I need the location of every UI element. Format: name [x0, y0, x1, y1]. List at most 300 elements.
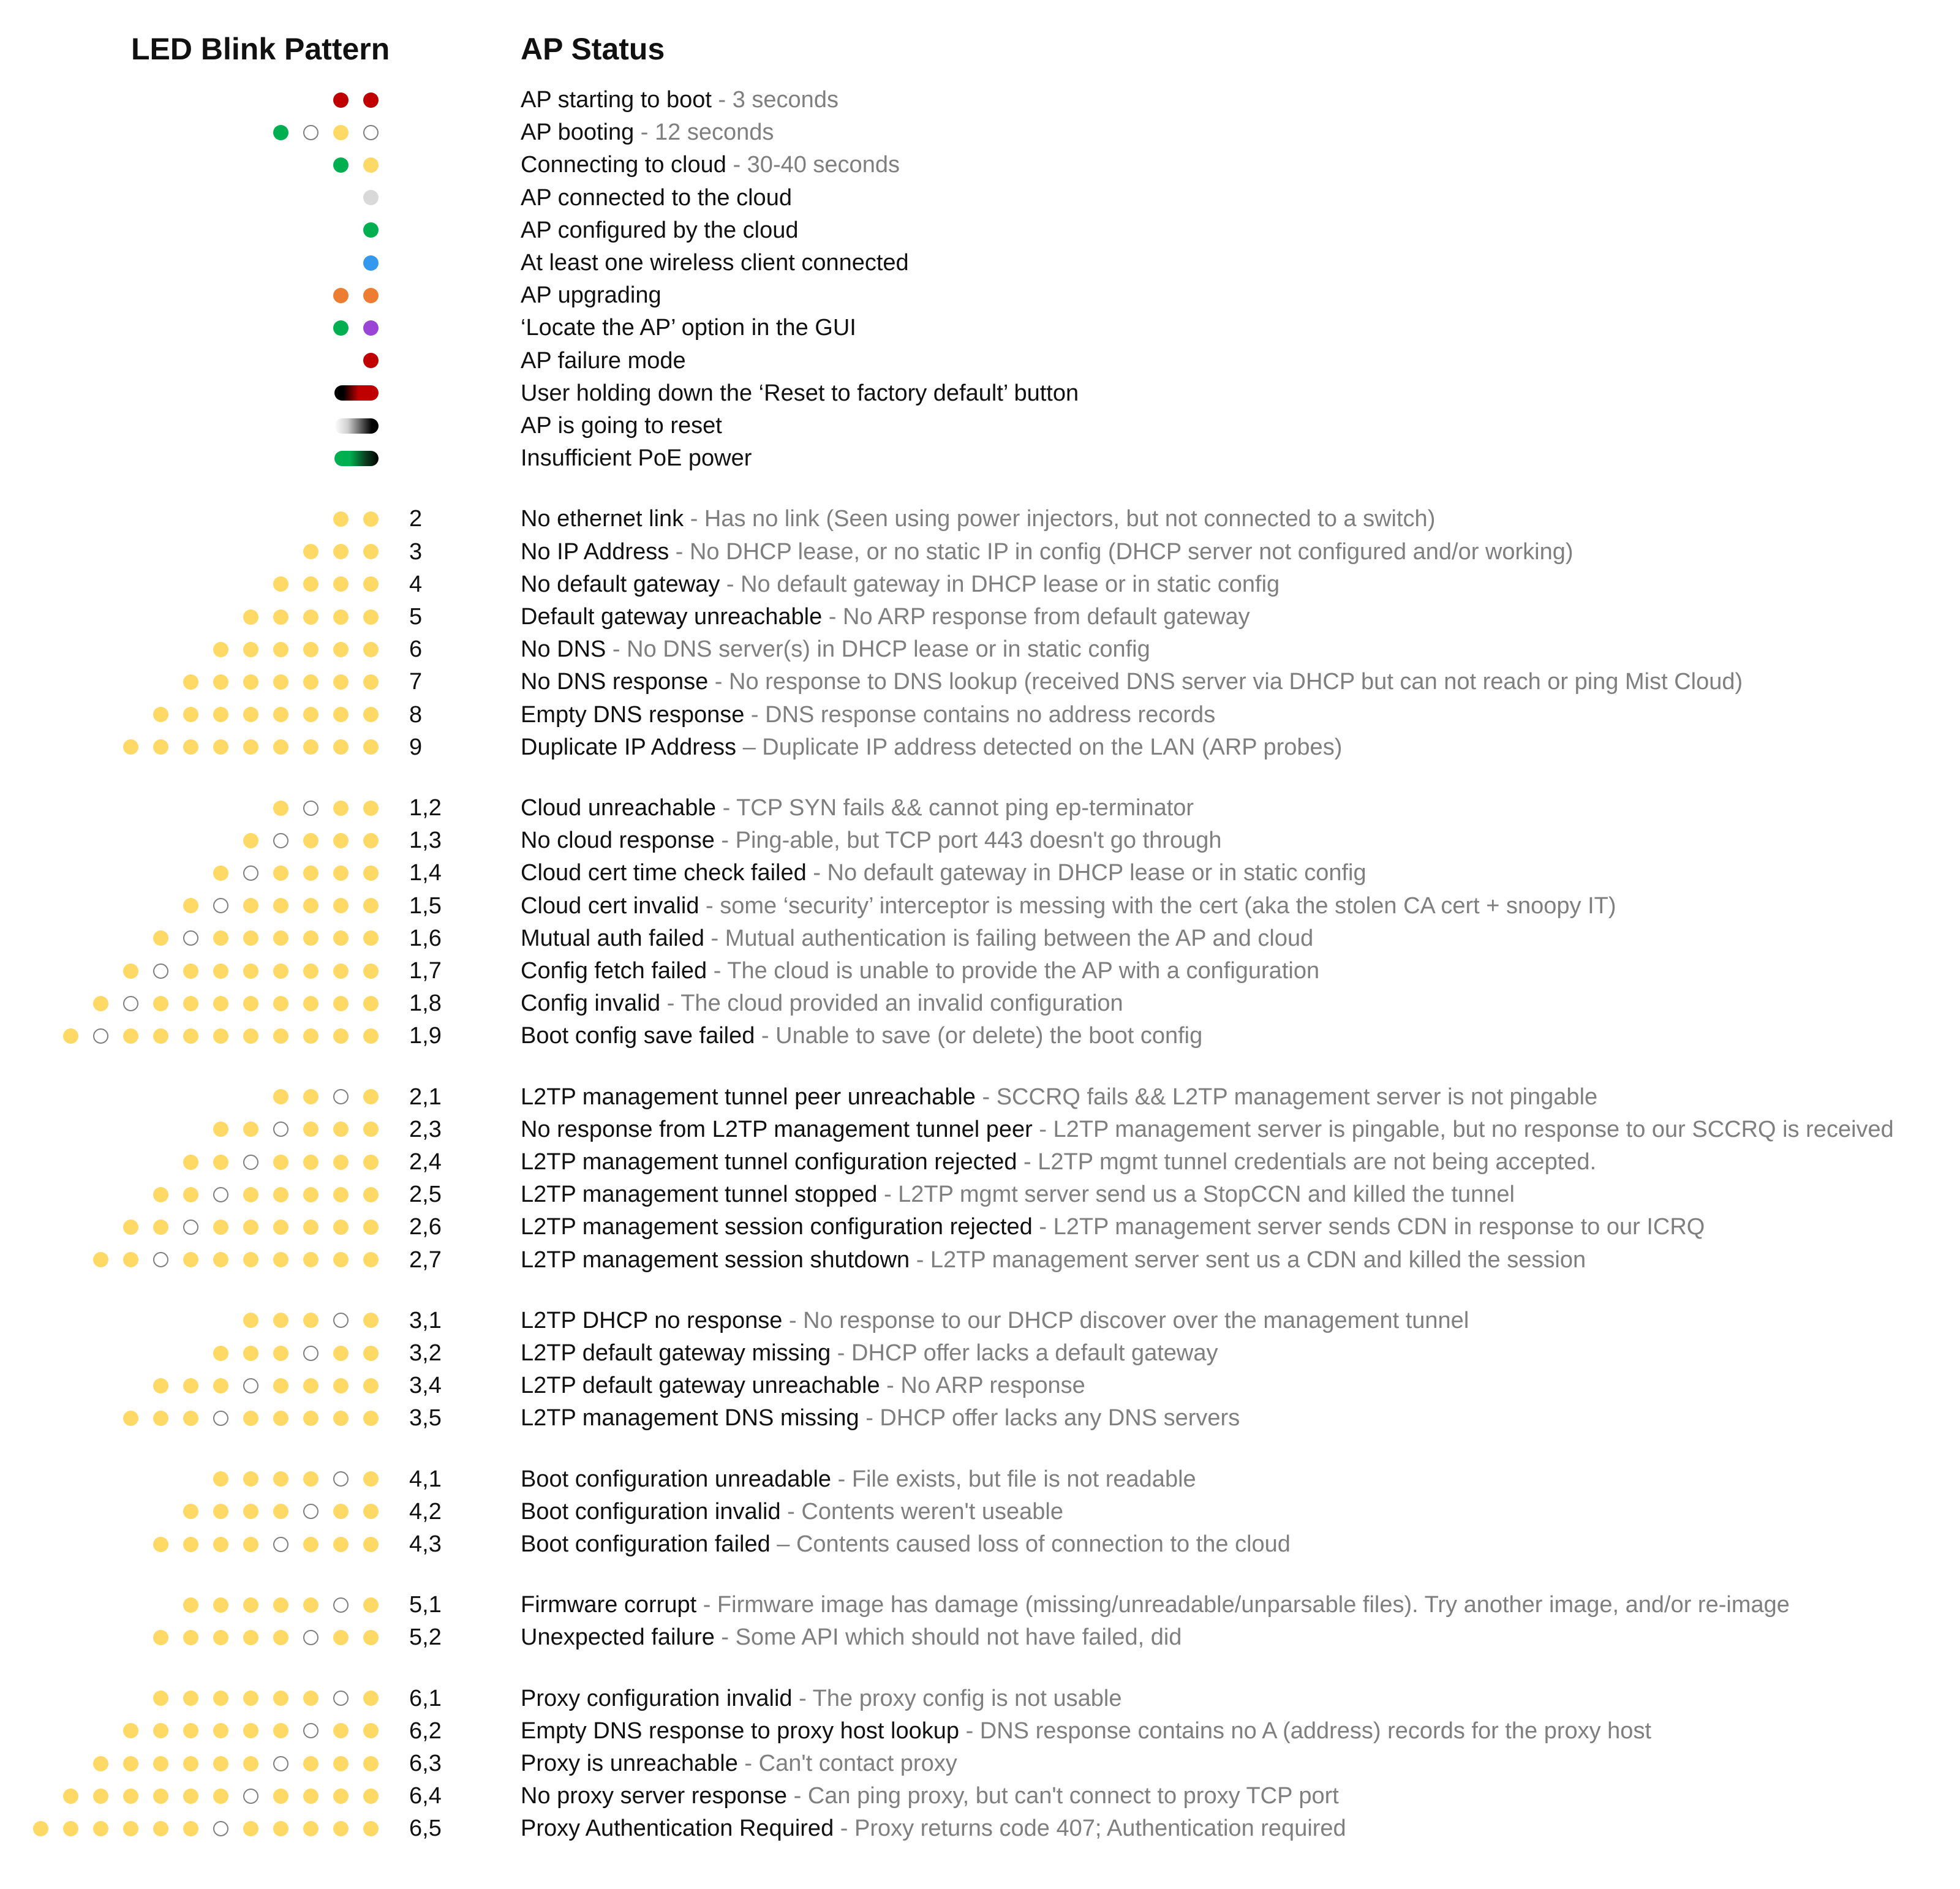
- led-yellow-icon: [333, 1187, 349, 1202]
- led-pattern: [138, 1369, 379, 1402]
- status-description: - some ‘security’ interceptor is messing with the cert (aka the stolen CA cert + snoopy IT): [699, 892, 1616, 919]
- led-yellow-icon: [153, 1723, 168, 1738]
- blink-code: 6: [409, 636, 423, 663]
- led-yellow-icon: [363, 1122, 379, 1137]
- led-hollow-icon: [363, 125, 379, 140]
- led-yellow-icon: [363, 1378, 379, 1393]
- led-yellow-icon: [243, 1504, 258, 1519]
- led-yellow-icon: [213, 1028, 228, 1044]
- status-label: Connecting to cloud: [521, 152, 726, 178]
- status-description: - No default gateway in DHCP lease or in static config: [720, 571, 1280, 597]
- status-text: [521, 1401, 1240, 1435]
- status-label: Empty DNS response: [521, 701, 745, 728]
- led-orange-icon: [363, 288, 379, 303]
- led-yellow-icon: [363, 1756, 379, 1771]
- led-yellow-icon: [123, 1411, 138, 1426]
- status-text: [521, 1243, 1586, 1276]
- led-yellow-icon: [153, 1537, 168, 1552]
- status-label: L2TP management tunnel stopped: [521, 1182, 878, 1208]
- blink-code: 1,7: [409, 958, 442, 984]
- led-yellow-icon: [63, 1028, 78, 1044]
- led-yellow-icon: [303, 1691, 318, 1706]
- led-yellow-icon: [183, 1821, 198, 1836]
- led-yellow-icon: [183, 1756, 198, 1771]
- led-yellow-icon: [183, 674, 198, 690]
- status-text: [521, 1621, 1182, 1654]
- status-description: - Unable to save (or delete) the boot config: [755, 1023, 1203, 1049]
- led-yellow-icon: [213, 996, 228, 1011]
- led-yellow-icon: [363, 898, 379, 913]
- led-hollow-icon: [243, 1789, 258, 1804]
- led-hollow-icon: [303, 1504, 318, 1519]
- status-label: L2TP default gateway missing: [521, 1340, 831, 1366]
- led-pattern: [288, 535, 379, 568]
- led-yellow-icon: [213, 1504, 228, 1519]
- led-pattern: [334, 442, 379, 475]
- led-yellow-icon: [273, 930, 288, 946]
- status-description: - The proxy config is not usable: [792, 1685, 1122, 1711]
- status-description: - 3 seconds: [711, 87, 839, 113]
- led-pattern: [349, 344, 379, 377]
- status-label: ‘Locate the AP’ option in the GUI: [521, 315, 856, 341]
- status-label: AP booting: [521, 119, 635, 146]
- led-blink-pattern-header: LED Blink Pattern: [131, 32, 390, 66]
- led-yellow-icon: [243, 1220, 258, 1235]
- led-yellow-icon: [333, 1411, 349, 1426]
- status-description: - 30-40 seconds: [726, 152, 900, 178]
- status-text: [521, 279, 662, 312]
- led-yellow-icon: [273, 576, 288, 592]
- led-yellow-icon: [183, 739, 198, 755]
- led-yellow-icon: [273, 1691, 288, 1706]
- led-pattern: [78, 1747, 379, 1780]
- led-yellow-icon: [123, 1756, 138, 1771]
- led-pattern: [258, 116, 379, 149]
- led-yellow-icon: [213, 1378, 228, 1393]
- led-yellow-icon: [243, 1723, 258, 1738]
- led-yellow-icon: [273, 739, 288, 755]
- led-yellow-icon: [363, 1471, 379, 1487]
- led-hollow-icon: [153, 963, 168, 979]
- led-yellow-icon: [303, 1252, 318, 1267]
- led-yellow-icon: [303, 674, 318, 690]
- status-row: [0, 535, 1960, 568]
- led-yellow-icon: [363, 642, 379, 657]
- led-yellow-icon: [243, 1187, 258, 1202]
- led-yellow-icon: [333, 1220, 349, 1235]
- status-row: [0, 922, 1960, 955]
- led-yellow-icon: [333, 1155, 349, 1170]
- led-pattern: [318, 83, 379, 116]
- led-yellow-icon: [303, 707, 318, 722]
- status-description: - Firmware image has damage (missing/unreadable/unparsable files). Try another image, and/or re-image: [696, 1592, 1790, 1618]
- led-yellow-icon: [363, 1411, 379, 1426]
- led-yellow-icon: [363, 1789, 379, 1804]
- led-yellow-icon: [333, 801, 349, 816]
- led-yellow-icon: [333, 1537, 349, 1552]
- status-row: [0, 344, 1960, 377]
- status-description: - 12 seconds: [634, 119, 774, 146]
- status-label: No DNS: [521, 636, 606, 663]
- status-label: Insufficient PoE power: [521, 445, 752, 472]
- blink-code: 3: [409, 538, 423, 565]
- blink-code: 6,5: [409, 1815, 442, 1842]
- status-description: - L2TP mgmt server send us a StopCCN and killed the tunnel: [877, 1182, 1515, 1208]
- status-label: AP connected to the cloud: [521, 184, 792, 211]
- blink-code: 7: [409, 669, 423, 695]
- led-yellow-icon: [273, 1504, 288, 1519]
- status-row: [0, 1369, 1960, 1402]
- led-yellow-icon: [333, 1756, 349, 1771]
- led-hollow-icon: [213, 1821, 228, 1836]
- status-row: [0, 1621, 1960, 1654]
- led-fade-icon: [334, 451, 379, 466]
- led-yellow-icon: [183, 1537, 198, 1552]
- blink-code: 6,2: [409, 1717, 442, 1744]
- led-yellow-icon: [303, 1756, 318, 1771]
- status-row: [0, 1113, 1960, 1146]
- status-label: Firmware corrupt: [521, 1592, 697, 1618]
- led-yellow-icon: [243, 1821, 258, 1836]
- led-yellow-icon: [243, 609, 258, 625]
- led-yellow-icon: [183, 1187, 198, 1202]
- led-yellow-icon: [273, 1630, 288, 1645]
- led-yellow-icon: [153, 930, 168, 946]
- led-yellow-icon: [333, 1504, 349, 1519]
- led-yellow-icon: [153, 1630, 168, 1645]
- led-pattern: [138, 1682, 379, 1715]
- led-yellow-icon: [363, 1504, 379, 1519]
- led-yellow-icon: [333, 1821, 349, 1836]
- led-yellow-icon: [213, 642, 228, 657]
- blink-code: 1,6: [409, 925, 442, 951]
- led-red-icon: [363, 353, 379, 368]
- led-yellow-icon: [273, 1821, 288, 1836]
- status-row: [0, 1779, 1960, 1812]
- led-yellow-icon: [63, 1789, 78, 1804]
- led-yellow-icon: [273, 865, 288, 881]
- led-yellow-icon: [243, 1597, 258, 1613]
- led-yellow-icon: [183, 1028, 198, 1044]
- led-hollow-icon: [213, 1187, 228, 1202]
- status-description: - Mutual authentication is failing between the AP and cloud: [704, 925, 1314, 951]
- blink-code: 3,4: [409, 1373, 442, 1399]
- led-yellow-icon: [333, 1789, 349, 1804]
- status-label: AP upgrading: [521, 282, 662, 309]
- status-label: No ethernet link: [521, 506, 684, 532]
- status-description: - Contents weren't useable: [780, 1498, 1064, 1525]
- led-yellow-icon: [333, 707, 349, 722]
- status-row: [0, 1243, 1960, 1276]
- led-yellow-icon: [183, 1411, 198, 1426]
- status-label: No proxy server response: [521, 1783, 788, 1809]
- led-yellow-icon: [273, 1313, 288, 1328]
- status-label: Empty DNS response to proxy host lookup: [521, 1717, 960, 1744]
- status-row: [0, 181, 1960, 214]
- led-yellow-icon: [333, 674, 349, 690]
- led-yellow-icon: [363, 996, 379, 1011]
- led-hollow-icon: [333, 1089, 349, 1104]
- blink-code: 2,5: [409, 1182, 442, 1208]
- led-yellow-icon: [303, 1411, 318, 1426]
- led-green-icon: [363, 222, 379, 238]
- led-gray-icon: [363, 190, 379, 205]
- led-hollow-icon: [273, 1537, 288, 1552]
- led-yellow-icon: [273, 1723, 288, 1738]
- led-yellow-icon: [333, 930, 349, 946]
- status-description: - DHCP offer lacks a default gateway: [831, 1340, 1218, 1366]
- led-yellow-icon: [123, 1821, 138, 1836]
- status-text: [521, 922, 1313, 955]
- status-text: [521, 1210, 1705, 1243]
- status-text: [521, 1080, 1597, 1114]
- status-row: [0, 1714, 1960, 1748]
- led-pattern: [108, 954, 379, 987]
- led-hollow-icon: [123, 996, 138, 1011]
- led-yellow-icon: [213, 1220, 228, 1235]
- led-yellow-icon: [363, 1821, 379, 1836]
- status-label: L2TP management DNS missing: [521, 1405, 859, 1431]
- blink-code: 4: [409, 571, 423, 597]
- led-yellow-icon: [273, 1597, 288, 1613]
- status-text: [521, 600, 1250, 633]
- led-yellow-icon: [333, 996, 349, 1011]
- led-yellow-icon: [153, 707, 168, 722]
- led-yellow-icon: [243, 674, 258, 690]
- led-pattern: [334, 409, 379, 442]
- led-yellow-icon: [123, 1723, 138, 1738]
- led-yellow-icon: [243, 1313, 258, 1328]
- led-hollow-icon: [333, 1597, 349, 1613]
- status-label: Proxy Authentication Required: [521, 1815, 834, 1842]
- led-yellow-icon: [183, 1378, 198, 1393]
- led-yellow-icon: [93, 1789, 108, 1804]
- led-yellow-icon: [363, 1089, 379, 1104]
- blink-code: 1,5: [409, 892, 442, 919]
- status-label: No response from L2TP management tunnel peer: [521, 1116, 1033, 1142]
- status-row: [0, 279, 1960, 312]
- led-yellow-icon: [363, 963, 379, 979]
- led-yellow-icon: [243, 833, 258, 848]
- blink-code: 6,4: [409, 1783, 442, 1809]
- blink-code: 3,1: [409, 1307, 442, 1333]
- status-text: [521, 148, 900, 181]
- status-row: [0, 600, 1960, 633]
- status-description: - The cloud is unable to provide the AP with a configuration: [707, 958, 1320, 984]
- status-text: [521, 246, 909, 279]
- led-yellow-icon: [303, 642, 318, 657]
- led-pattern: [198, 1463, 379, 1496]
- status-description: - No ARP response: [880, 1373, 1085, 1399]
- status-text: [521, 633, 1150, 666]
- led-yellow-icon: [273, 1089, 288, 1104]
- status-row: [0, 148, 1960, 181]
- led-pattern: [168, 1145, 379, 1178]
- led-yellow-icon: [363, 1028, 379, 1044]
- led-yellow-icon: [183, 1504, 198, 1519]
- led-fade-icon: [334, 385, 379, 401]
- status-text: [521, 1369, 1085, 1402]
- led-yellow-icon: [333, 1122, 349, 1137]
- status-row: [0, 1528, 1960, 1561]
- led-yellow-icon: [303, 576, 318, 592]
- blink-code: 4,2: [409, 1498, 442, 1525]
- led-yellow-icon: [363, 833, 379, 848]
- status-text: [521, 1812, 1346, 1845]
- led-yellow-icon: [123, 1252, 138, 1267]
- status-description: - L2TP mgmt tunnel credentials are not being accepted.: [1017, 1149, 1597, 1175]
- status-row: [0, 665, 1960, 698]
- led-yellow-icon: [333, 642, 349, 657]
- led-yellow-icon: [363, 739, 379, 755]
- led-yellow-icon: [183, 898, 198, 913]
- led-yellow-icon: [243, 739, 258, 755]
- led-yellow-icon: [213, 1630, 228, 1645]
- led-hollow-icon: [303, 1346, 318, 1361]
- led-yellow-icon: [363, 801, 379, 816]
- led-yellow-icon: [303, 1028, 318, 1044]
- blink-code: 1,4: [409, 860, 442, 886]
- status-label: AP is going to reset: [521, 413, 722, 439]
- status-description: - DNS response contains no A (address) records for the proxy host: [959, 1717, 1651, 1744]
- led-hollow-icon: [333, 1691, 349, 1706]
- led-yellow-icon: [333, 898, 349, 913]
- led-yellow-icon: [213, 930, 228, 946]
- led-yellow-icon: [273, 1252, 288, 1267]
- status-row: [0, 1682, 1960, 1715]
- status-text: [521, 954, 1319, 987]
- led-yellow-icon: [213, 1537, 228, 1552]
- led-hollow-icon: [243, 1155, 258, 1170]
- led-yellow-icon: [213, 1723, 228, 1738]
- led-yellow-icon: [363, 544, 379, 559]
- led-yellow-icon: [363, 609, 379, 625]
- status-text: [521, 1019, 1202, 1052]
- led-pattern: [318, 311, 379, 344]
- ap-status-header: AP Status: [521, 32, 665, 66]
- led-pattern: [258, 568, 379, 601]
- led-red-icon: [333, 92, 349, 108]
- led-hollow-icon: [273, 833, 288, 848]
- status-text: [521, 889, 1616, 922]
- status-text: [521, 442, 752, 475]
- led-blue-icon: [363, 255, 379, 271]
- status-row: [0, 214, 1960, 247]
- blink-code: 2,6: [409, 1214, 442, 1240]
- status-description: - L2TP management server is pingable, but no response to our SCCRQ is received: [1032, 1116, 1894, 1142]
- led-yellow-icon: [243, 707, 258, 722]
- led-yellow-icon: [333, 544, 349, 559]
- status-description: - Ping-able, but TCP port 443 doesn't go through: [714, 828, 1222, 854]
- status-label: Mutual auth failed: [521, 925, 704, 951]
- led-yellow-icon: [273, 609, 288, 625]
- status-row: [0, 83, 1960, 116]
- status-description: - File exists, but file is not readable: [831, 1466, 1196, 1492]
- status-text: [521, 1304, 1469, 1337]
- led-yellow-icon: [213, 739, 228, 755]
- led-yellow-icon: [213, 1122, 228, 1137]
- status-text: [521, 1178, 1515, 1211]
- led-pattern: [198, 1113, 379, 1146]
- led-yellow-icon: [213, 1252, 228, 1267]
- status-row: [0, 633, 1960, 666]
- led-yellow-icon: [243, 1252, 258, 1267]
- status-label: Proxy is unreachable: [521, 1751, 738, 1776]
- status-description: - L2TP management server sends CDN in response to our ICRQ: [1032, 1214, 1705, 1240]
- status-row: [0, 442, 1960, 475]
- led-yellow-icon: [183, 1597, 198, 1613]
- status-description: – Duplicate IP address detected on the LAN (ARP probes): [736, 734, 1343, 760]
- led-yellow-icon: [303, 1155, 318, 1170]
- led-pattern: [168, 889, 379, 922]
- status-label: L2TP management tunnel peer unreachable: [521, 1084, 976, 1110]
- status-text: [521, 824, 1221, 857]
- blink-code: 9: [409, 734, 423, 760]
- led-yellow-icon: [303, 1597, 318, 1613]
- blink-code: 1,8: [409, 990, 442, 1017]
- led-pattern: [349, 214, 379, 247]
- led-yellow-icon: [213, 1471, 228, 1487]
- led-yellow-icon: [153, 1691, 168, 1706]
- led-pattern: [258, 1080, 379, 1114]
- led-pattern: [78, 987, 379, 1020]
- led-yellow-icon: [333, 576, 349, 592]
- led-hollow-icon: [303, 801, 318, 816]
- led-pattern: [349, 246, 379, 279]
- status-label: AP configured by the cloud: [521, 217, 799, 243]
- status-label: Default gateway unreachable: [521, 604, 823, 630]
- blink-code: 5,2: [409, 1624, 442, 1651]
- led-yellow-icon: [243, 898, 258, 913]
- status-row: [0, 1337, 1960, 1370]
- led-yellow-icon: [213, 1789, 228, 1804]
- led-yellow-icon: [303, 1378, 318, 1393]
- led-yellow-icon: [93, 1821, 108, 1836]
- blink-code: 1,3: [409, 828, 442, 854]
- status-text: [521, 535, 1574, 568]
- status-text: [521, 698, 1215, 731]
- led-green-icon: [333, 320, 349, 336]
- status-row: [0, 311, 1960, 344]
- led-yellow-icon: [243, 1537, 258, 1552]
- led-yellow-icon: [153, 1821, 168, 1836]
- status-row: [0, 954, 1960, 987]
- led-yellow-icon: [183, 1789, 198, 1804]
- led-pattern: [318, 148, 379, 181]
- blink-code: 6,1: [409, 1685, 442, 1711]
- led-yellow-icon: [303, 996, 318, 1011]
- status-text: [521, 1113, 1894, 1146]
- led-yellow-icon: [183, 1252, 198, 1267]
- led-yellow-icon: [243, 1471, 258, 1487]
- led-pattern: [198, 633, 379, 666]
- led-yellow-icon: [303, 1089, 318, 1104]
- led-yellow-icon: [303, 865, 318, 881]
- status-label: No cloud response: [521, 828, 715, 854]
- blink-code: 1,2: [409, 795, 442, 821]
- blink-code: 8: [409, 701, 423, 728]
- blink-code: 2,1: [409, 1084, 442, 1110]
- led-pattern: [318, 279, 379, 312]
- led-yellow-icon: [333, 739, 349, 755]
- led-yellow-icon: [363, 930, 379, 946]
- led-yellow-icon: [123, 963, 138, 979]
- led-yellow-icon: [93, 996, 108, 1011]
- blink-code: 2,4: [409, 1149, 442, 1175]
- status-label: Proxy configuration invalid: [521, 1685, 793, 1711]
- status-description: - No DNS server(s) in DHCP lease or in static config: [606, 636, 1150, 663]
- led-yellow-icon: [213, 963, 228, 979]
